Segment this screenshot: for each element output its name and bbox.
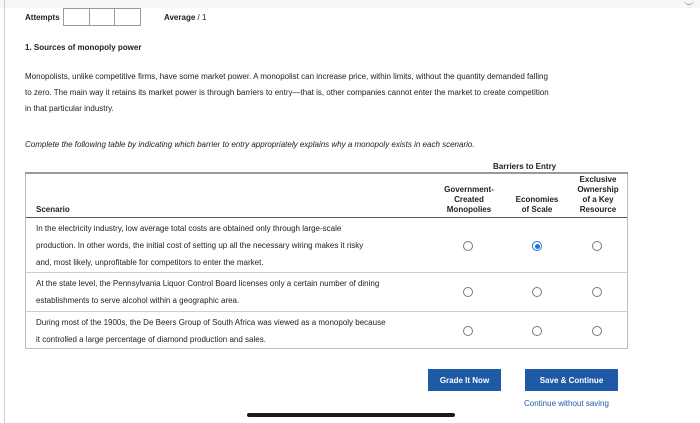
header-line: Economies bbox=[515, 195, 559, 204]
radio-row2-government[interactable] bbox=[463, 287, 473, 297]
top-band bbox=[0, 0, 700, 8]
continue-without-saving-link[interactable]: Continue without saving bbox=[524, 399, 609, 408]
attempts-label: Attempts bbox=[25, 13, 60, 22]
radio-row3-economies[interactable] bbox=[532, 326, 542, 336]
average-label: Average bbox=[164, 13, 196, 22]
attempt-box bbox=[115, 9, 140, 25]
barriers-table bbox=[25, 173, 628, 349]
attempt-boxes bbox=[63, 8, 141, 26]
radio-row3-exclusive[interactable] bbox=[592, 326, 602, 336]
question-title: 1. Sources of monopoly power bbox=[25, 43, 142, 52]
scenario-line: In the electricity industry, low average total costs are obtained only through large-scale bbox=[36, 224, 342, 233]
attempt-box bbox=[90, 9, 116, 25]
scenario-line: it controlled a large percentage of diamond production and sales. bbox=[36, 335, 266, 344]
intro-line: to zero. The main way it retains its market power is through barriers to entry—that is, other companies cannot enter the market to create competition bbox=[25, 88, 549, 97]
header-line: Ownership bbox=[577, 185, 619, 194]
row-divider bbox=[26, 272, 627, 273]
table-top-rule bbox=[25, 172, 628, 174]
scenario-line: production. In other words, the initial cost of setting up all the necessary wiring makes it risky bbox=[36, 241, 364, 250]
header-line: of a Key bbox=[582, 195, 614, 204]
radio-row2-exclusive[interactable] bbox=[592, 287, 602, 297]
average-value: / 1 bbox=[197, 13, 207, 22]
barriers-group-header: Barriers to Entry bbox=[493, 162, 557, 171]
horizontal-scrollbar[interactable] bbox=[247, 413, 455, 417]
intro-line: Monopolists, unlike competitive firms, have some market power. A monopolist can increase price, within limits, without the quantity demanded falling bbox=[25, 72, 548, 81]
radio-row1-government[interactable] bbox=[463, 241, 473, 251]
scenario-line: and, most likely, unprofitable for competitors to enter the market. bbox=[36, 258, 264, 267]
header-line: Resource bbox=[579, 205, 617, 214]
attempt-box bbox=[64, 9, 90, 25]
radio-row2-economies[interactable] bbox=[532, 287, 542, 297]
header-line: Exclusive bbox=[579, 175, 617, 184]
grade-it-now-button[interactable]: Grade It Now bbox=[428, 369, 501, 391]
radio-row1-exclusive[interactable] bbox=[592, 241, 602, 251]
scenario-line: At the state level, the Pennsylvania Liquor Control Board licenses only a certain number of dining bbox=[36, 279, 380, 288]
header-line: of Scale bbox=[521, 205, 553, 214]
scenario-row-3 bbox=[36, 314, 436, 348]
header-divider bbox=[26, 217, 627, 218]
header-line: Created bbox=[454, 195, 484, 204]
header-line: Monopolies bbox=[446, 205, 492, 214]
left-border bbox=[4, 0, 5, 423]
header-line: Government- bbox=[444, 185, 494, 194]
save-continue-button[interactable]: Save & Continue bbox=[525, 369, 618, 391]
scenario-line: establishments to serve alcohol within a geographic area. bbox=[36, 296, 240, 305]
row-divider bbox=[26, 311, 627, 312]
scenario-column-header: Scenario bbox=[36, 205, 70, 214]
instruction-text: Complete the following table by indicating which barrier to entry appropriately explains why a monopoly exists in each scenario. bbox=[25, 140, 475, 149]
column-header-government bbox=[434, 185, 504, 215]
column-header-economies bbox=[504, 195, 570, 215]
radio-row3-government[interactable] bbox=[463, 326, 473, 336]
average-score bbox=[164, 13, 206, 22]
intro-line: in that particular industry. bbox=[25, 104, 114, 113]
column-header-exclusive bbox=[570, 175, 626, 215]
scenario-row-2 bbox=[36, 275, 436, 309]
radio-row1-economies[interactable] bbox=[532, 241, 542, 251]
scenario-row-1 bbox=[36, 220, 436, 271]
intro-paragraph bbox=[25, 69, 635, 117]
scenario-line: During most of the 1900s, the De Beers Group of South Africa was viewed as a monopoly because bbox=[36, 318, 386, 327]
